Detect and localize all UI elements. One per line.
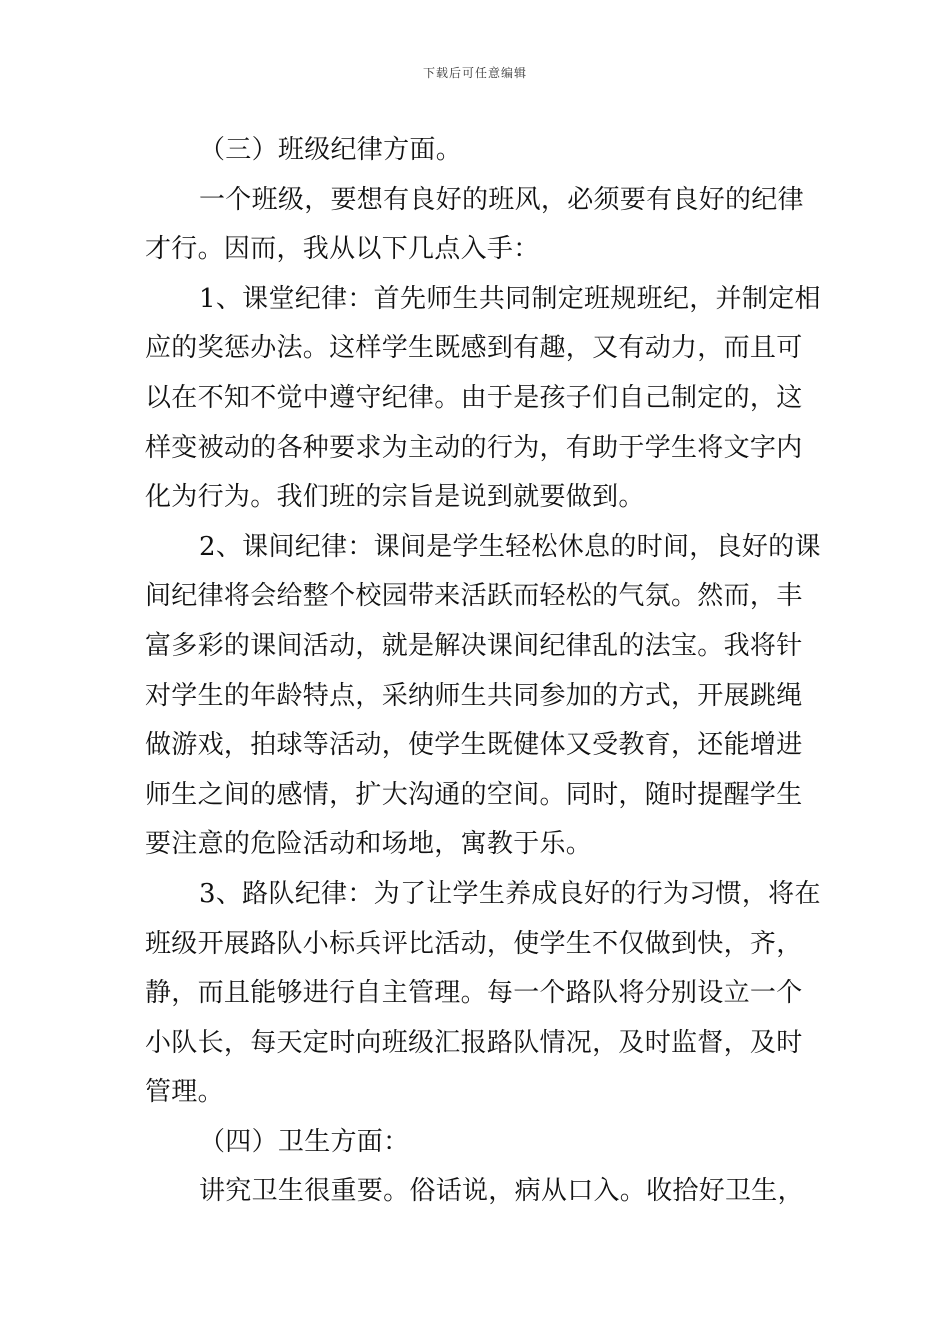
paragraph-line: 做游戏，拍球等活动，使学生既健体又受教育，还能增进 xyxy=(145,730,803,761)
page-header: 下载后可任意编辑 xyxy=(422,66,527,80)
document-body xyxy=(145,130,821,1221)
paragraph-line: 小队长，每天定时向班级汇报路队情况，及时监督，及时 xyxy=(145,1027,803,1058)
paragraph-line: 一个班级，要想有良好的班风，必须要有良好的纪律 xyxy=(199,184,804,215)
paragraph-line: 间纪律将会给整个校园带来活跃而轻松的气氛。然而，丰 xyxy=(145,581,803,612)
section-heading: （三）班级纪律方面。 xyxy=(199,135,463,165)
paragraph-line: 讲究卫生很重要。俗话说，病从口入。收拾好卫生， xyxy=(199,1176,804,1207)
paragraph-line: 师生之间的感情，扩大沟通的空间。同时，随时提醒学生 xyxy=(145,779,803,810)
paragraph-line: 1、课堂纪律：首先师生共同制定班规班纪，并制定相 xyxy=(199,283,821,314)
paragraph-line: 班级开展路队小标兵评比活动，使学生不仅做到快，齐， xyxy=(145,928,803,959)
paragraph-line: 2、课间纪律：课间是学生轻松休息的时间，良好的课 xyxy=(199,531,821,562)
paragraph-line: 才行。因而，我从以下几点入手： xyxy=(145,234,540,265)
paragraph-line: 对学生的年龄特点，采纳师生共同参加的方式，开展跳绳 xyxy=(145,680,803,711)
paragraph-line: 以在不知不觉中遵守纪律。由于是孩子们自己制定的，这 xyxy=(145,382,803,413)
paragraph-line: 静，而且能够进行自主管理。每一个路队将分别设立一个 xyxy=(145,978,803,1009)
section-heading: （四）卫生方面： xyxy=(199,1126,410,1157)
paragraph-line: 管理。 xyxy=(145,1077,224,1108)
paragraph-line: 应的奖惩办法。这样学生既感到有趣，又有动力，而且可 xyxy=(145,333,803,364)
paragraph-line: 富多彩的课间活动，就是解决课间纪律乱的法宝。我将针 xyxy=(145,630,803,661)
paragraph-line: 3、路队纪律：为了让学生养成良好的行为习惯，将在 xyxy=(199,878,821,909)
paragraph-line: 样变被动的各种要求为主动的行为，有助于学生将文字内 xyxy=(145,432,803,463)
paragraph-line: 要注意的危险活动和场地，寓教于乐。 xyxy=(145,829,593,860)
paragraph-line: 化为行为。我们班的宗旨是说到就要做到。 xyxy=(145,482,645,513)
